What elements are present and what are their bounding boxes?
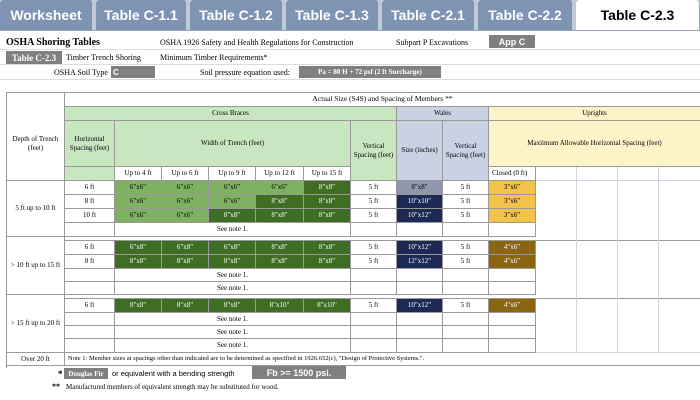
subpart-label: Subpart P Excavations — [396, 38, 469, 47]
closed-header: Closed (0 ft) — [489, 167, 536, 181]
cross-brace-cell: 6"x6" — [115, 195, 162, 209]
cross-brace-cell: 8"x8" — [256, 209, 304, 223]
cross-brace-cell: 6"x6" — [162, 181, 209, 195]
upright-cell: 4"x6" — [489, 299, 536, 313]
cross-brace-cell: 8"x10" — [304, 299, 351, 313]
upright-cell: 3"x6" — [489, 209, 536, 223]
depth-over-20: Over 20 ft — [7, 353, 65, 366]
note-reference: See note 1. — [115, 313, 351, 326]
note-1-text: Note 1: Member sizes at spacings other than indicated are to be determined as specified in 1926.652(c), "Design of Protective Systems.". — [65, 353, 700, 366]
appendix-badge: App C — [489, 35, 535, 48]
pressure-label: Soil pressure equation used: — [200, 68, 290, 77]
table-row-hs: 6 ft — [65, 241, 115, 255]
cross-vertical-spacing-cell: 5 ft — [351, 299, 397, 313]
table-id-badge: Table C-2.3 — [6, 51, 62, 64]
bending-strength-value: Fb >= 1500 psi. — [252, 366, 346, 379]
wale-spacing-cell: 5 ft — [443, 241, 489, 255]
wale-size-cell: 8"x8" — [397, 181, 443, 195]
width-col-9ft: Up to 9 ft — [209, 167, 256, 181]
tab-worksheet[interactable]: Worksheet — [0, 0, 94, 30]
tab-table-c-2-1[interactable]: Table C-2.1 — [382, 0, 476, 30]
wales-header: Wales — [397, 107, 489, 121]
manufactured-note: Manufactured members of equivalent strength may be substituted for wood. — [66, 383, 279, 391]
table-row-hs: 6 ft — [65, 299, 115, 313]
cross-brace-cell: 8"x8" — [304, 209, 351, 223]
wale-size-cell: 10"x10" — [397, 195, 443, 209]
wood-species-value[interactable]: Douglas Fir — [64, 368, 108, 379]
bending-strength-label: or equivalent with a bending strength — [112, 369, 235, 378]
cross-brace-cell: 8"x8" — [115, 255, 162, 269]
cross-vertical-spacing-cell: 5 ft — [351, 209, 397, 223]
cross-brace-cell: 6"x6" — [209, 195, 256, 209]
cross-brace-cell: 8"x8" — [256, 255, 304, 269]
cross-brace-cell: 8"x8" — [304, 195, 351, 209]
wale-spacing-cell: 5 ft — [443, 209, 489, 223]
width-of-trench-header: Width of Trench (feet) — [115, 121, 351, 167]
horizontal-spacing-header: Horizontal Spacing (feet) — [65, 121, 115, 167]
uprights-header: Uprights — [489, 107, 700, 121]
cross-brace-cell: 6"x8" — [209, 241, 256, 255]
note-reference: See note 1. — [115, 269, 351, 282]
wale-spacing-cell: 5 ft — [443, 181, 489, 195]
depth-group-15-20: > 15 ft up to 20 ft — [7, 295, 65, 353]
table-row-hs: 10 ft — [65, 209, 115, 223]
cross-brace-cell: 6"x8" — [115, 241, 162, 255]
wale-size-cell: 10"x12" — [397, 241, 443, 255]
wales-vertical-spacing-header: Vertical Spacing (feet) — [443, 121, 489, 181]
tab-table-c-2-3[interactable]: Table C-2.3 — [576, 0, 700, 30]
width-col-12ft: Up to 12 ft — [256, 167, 304, 181]
upright-cell: 3"x6" — [489, 181, 536, 195]
cross-braces-header: Cross Braces — [65, 107, 397, 121]
footnote-star: * — [58, 369, 63, 379]
wale-spacing-cell: 5 ft — [443, 195, 489, 209]
tab-table-c-1-1[interactable]: Table C-1.1 — [96, 0, 188, 30]
cross-brace-cell: 8"x8" — [209, 299, 256, 313]
note-reference: See note 1. — [115, 326, 351, 339]
cross-vertical-spacing-cell: 5 ft — [351, 241, 397, 255]
cross-brace-cell: 8"x8" — [256, 195, 304, 209]
wale-spacing-cell: 5 ft — [443, 255, 489, 269]
actual-size-header: Actual Size (S4S) and Spacing of Members ** — [65, 93, 700, 107]
footnote-double-star: ** — [52, 382, 60, 391]
depth-group-5-10: 5 ft up to 10 ft — [7, 181, 65, 237]
upright-cell: 4"x6" — [489, 241, 536, 255]
pressure-equation: Pa = 80 H + 72 psf (2 ft Surcharge) — [299, 66, 441, 78]
soil-type-value[interactable]: C — [111, 66, 155, 78]
max-horizontal-spacing-header: Maxiimum Allowable Horizontal Spacing (feet) — [489, 121, 700, 167]
wales-size-header: Size (inches) — [397, 121, 443, 181]
tab-table-c-1-3[interactable]: Table C-1.3 — [286, 0, 380, 30]
cross-brace-cell: 6"x6" — [209, 181, 256, 195]
sheet-tab-bar — [0, 0, 700, 31]
width-col-15ft: Up to 15 ft — [304, 167, 351, 181]
table-row-hs: 8 ft — [65, 255, 115, 269]
cross-brace-cell: 6"x6" — [162, 209, 209, 223]
width-col-6ft: Up to 6 ft — [162, 167, 209, 181]
tab-table-c-2-2[interactable]: Table C-2.2 — [478, 0, 574, 30]
shoring-table — [6, 92, 700, 368]
wale-size-cell: 10"x12" — [397, 209, 443, 223]
wale-size-cell: 10"x12" — [397, 299, 443, 313]
cross-vertical-spacing-cell: 5 ft — [351, 195, 397, 209]
cross-brace-cell: 6"x6" — [115, 181, 162, 195]
cross-brace-cell: 8"x8" — [209, 255, 256, 269]
cross-vertical-spacing-cell: 5 ft — [351, 255, 397, 269]
page-title: OSHA Shoring Tables — [6, 37, 100, 48]
subtitle-timber-shoring: Timber Trench Shoring — [66, 53, 141, 62]
note-reference: See note 1. — [115, 223, 351, 237]
cross-brace-cell: 8"x8" — [304, 241, 351, 255]
regulation-label: OSHA 1926 Safety and Health Regulations for Construction — [160, 38, 354, 47]
wale-size-cell: 12"x12" — [397, 255, 443, 269]
cross-brace-cell: 8"x8" — [162, 299, 209, 313]
table-row-hs: 6 ft — [65, 181, 115, 195]
wale-spacing-cell: 5 ft — [443, 299, 489, 313]
cross-vertical-spacing-cell: 5 ft — [351, 181, 397, 195]
subtitle-min-timber: Minimum Timber Requirements* — [160, 53, 268, 62]
table-row-hs: 8 ft — [65, 195, 115, 209]
cross-brace-cell: 8"x8" — [209, 209, 256, 223]
depth-header: Depth of Trench (feet) — [7, 107, 65, 181]
cross-brace-cell: 8"x8" — [256, 241, 304, 255]
note-reference: See note 1. — [115, 282, 351, 295]
cross-brace-cell: 6"x6" — [162, 195, 209, 209]
cross-brace-cell: 8"x8" — [304, 255, 351, 269]
upright-cell: 4"x6" — [489, 255, 536, 269]
width-col-4ft: Up to 4 ft — [115, 167, 162, 181]
cross-brace-cell: 8"x8" — [162, 255, 209, 269]
soil-type-label: OSHA Soil Type — [54, 68, 108, 77]
cross-brace-cell: 6"x6" — [115, 209, 162, 223]
cross-brace-cell: 6"x6" — [256, 181, 304, 195]
cross-brace-cell: 8"x10" — [256, 299, 304, 313]
cross-brace-cell: 8"x8" — [115, 299, 162, 313]
cross-brace-cell: 6"x8" — [162, 241, 209, 255]
cross-vertical-spacing-header: Vertical Spacing (feet) — [351, 121, 397, 181]
note-reference: See note 1. — [115, 339, 351, 353]
cross-brace-cell: 8"x8" — [304, 181, 351, 195]
upright-cell: 3"x6" — [489, 195, 536, 209]
tab-table-c-1-2[interactable]: Table C-1.2 — [190, 0, 284, 30]
depth-group-10-15: > 10 ft up to 15 ft — [7, 237, 65, 295]
